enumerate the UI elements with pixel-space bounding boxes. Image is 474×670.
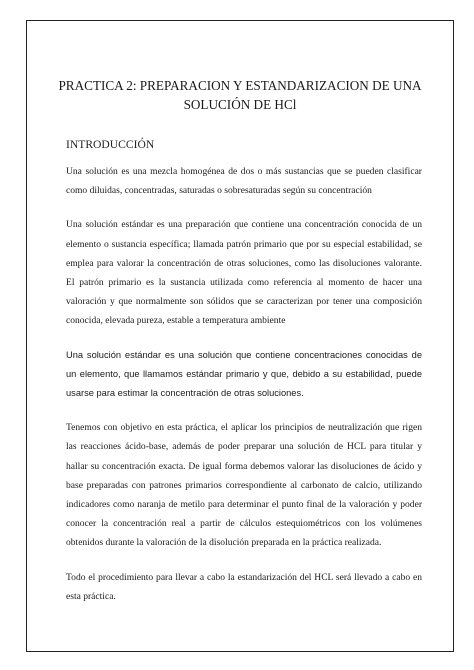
paragraph-3: Una solución estándar es una solución que contiene concentraciones conocidas de un elemento, que llamamos estándar primario y que, debido a su estabilidad, puede usarse para estimar la concentración de otras soluciones. bbox=[66, 349, 422, 399]
document-body bbox=[66, 162, 422, 621]
paragraph-1: Una solución es una mezcla homogénea de dos o más sustancias que se pueden clasificar como diluidas, concentradas, saturadas o sobresaturadas según su concentración bbox=[66, 166, 422, 197]
paragraph-5: Todo el procedimiento para llevar a cabo la estandarización del HCL será llevado a cabo en esta práctica. bbox=[66, 571, 422, 602]
document-title: PRACTICA 2: PREPARACION Y ESTANDARIZACION DE UNA SOLUCIÓN DE HCl bbox=[58, 78, 422, 112]
paragraph-2: Una solución estándar es una preparación que contiene una concentración conocida de un elemento o sustancia específica; llamada patrón primario que por su especial estabilidad, se emplea para valorar la concentración de otras soluciones, como las disoluciones valorante. El patrón primario es la sustancia utilizada como referencia al momento de hacer una valoración y que normalmente son sólidos que se caracterizan por tener una composición conocida, elevada pureza, estable a temperatura ambiente bbox=[66, 219, 422, 327]
section-heading-introduccion: INTRODUCCIÓN bbox=[66, 138, 155, 151]
paragraph-4: Tenemos con objetivo en esta práctica, el aplicar los principios de neutralización que rigen las reacciones ácido-base, además de poder preparar una solución de HCL para titular y hallar su concentración exacta. De igual forma debemos valorar las disoluciones de ácido y base preparadas con patrones primarios correspondiente al carbonato de calcio, utilizando indicadores como naranja de metilo para determinar el punto final de la valoración y poder conocer la concentración real a partir de cálculos estequiométricos con los volúmenes obtenidos durante la valoración de la disolución preparada en la práctica realizada. bbox=[66, 422, 422, 549]
